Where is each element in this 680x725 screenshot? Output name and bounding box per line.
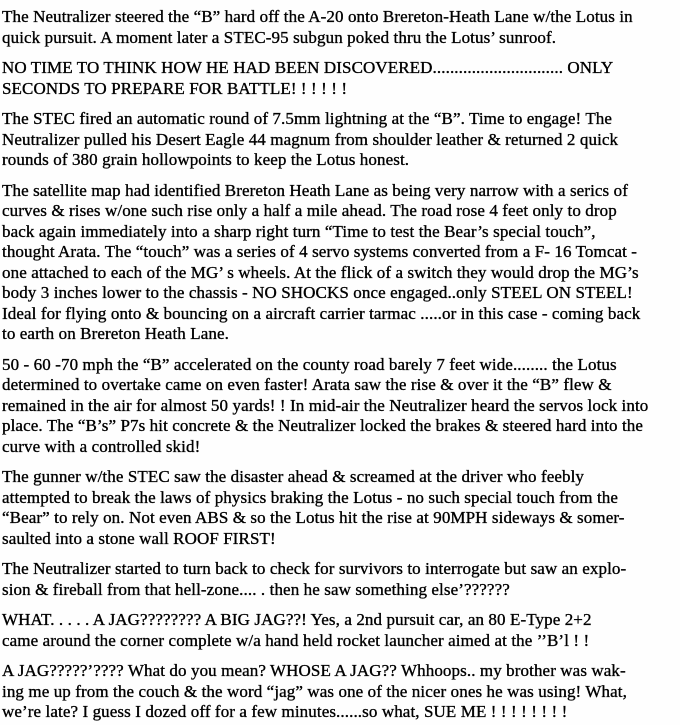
text-line: The satellite map had identified Brereton Heath Lane as being very narrow with a serics of [2,180,628,200]
text-line: thought Arata. The “touch” was a series of 4 servo systems converted from a F- 16 Tomcat - [2,242,638,261]
text-line: determined to overtake came on even faster! Arata saw the rise & over it the “B” flew & [2,375,612,394]
paragraph [2,109,678,171]
text-line: to earth on Brereton Heath Lane. [2,324,229,343]
text-line: sion & fireball from that hell-zone.... . then he saw something else’?????? [2,579,510,599]
paragraph [2,559,678,600]
text-line: curve with a controlled skid! [2,436,201,456]
text-line: body 3 inches lower to the chassis - NO SHOCKS once engaged..only STEEL ON STEEL! [2,283,633,302]
text-line: ing me up from the couch & the word “jag” was one of the nicer ones he was using! What, [2,681,627,701]
paragraph [2,355,678,458]
text-line: place. The “B’s” P7s hit concrete & the Neutralizer locked the brakes & steered hard into the [2,416,644,435]
text-line: WHAT. . . . . A JAG???????? A BIG JAG??! Yes, a 2nd pursuit car, an 80 E-Type 2+2 [2,610,592,629]
text-line: The Neutralizer steered the “B” hard off the A-20 onto Brereton-Heath Lane w/the Lotus in [2,7,633,26]
text-line: “Bear” to rely on. Not even ABS & so the Lotus hit the rise at 90MPH sideways & somer- [2,508,625,527]
text-line: curves & rises w/one such rise only a half a mile ahead. The road rose 4 feet only to drop [2,201,617,220]
paragraph [2,181,678,345]
text-line: attempted to break the laws of physics braking the Lotus - no such special touch from the [2,487,619,507]
text-line: quick pursuit. A moment later a STEC-95 subgun poked thru the Lotus’ sunroof. [2,27,557,47]
text-line: The gunner w/the STEC saw the disaster ahead & screamed at the driver who feebly [2,467,585,486]
paragraph [2,467,678,549]
text-line: saulted into a stone wall ROOF FIRST! [2,528,276,548]
text-line: SECONDS TO PREPARE FOR BATTLE! ! ! ! ! ! [2,78,348,98]
paragraph [2,610,678,651]
paragraph [2,58,678,99]
text-line: Neutralizer pulled his Desert Eagle 44 magnum from shoulder leather & returned 2 quick [2,129,619,149]
paragraph [2,7,678,48]
text-line: remained in the air for almost 50 yards! ! In mid-air the Neutralizer heard the servos lock into [2,395,649,415]
text-line: NO TIME TO THINK HOW HE HAD BEEN DISCOVERED.............................. ONLY [2,58,614,77]
text-line: A JAG?????’???? What do you mean? WHOSE A JAG?? Whhoops.. my brother was wak- [2,661,626,680]
text-line: The STEC fired an automatic round of 7.5mm lightning at the “B”. Time to engage! The [2,109,613,128]
text-line: 50 - 60 -70 mph the “B” accelerated on the county road barely 7 feet wide........ the Lotus [2,354,617,374]
text-line: we’re late? I guess I dozed off for a few minutes......so what, SUE ME ! ! ! ! ! ! ! ! [2,702,568,721]
text-line: The Neutralizer started to turn back to check for survivors to interrogate but saw an explo- [2,559,627,578]
text-line: rounds of 380 grain hollowpoints to keep the Lotus honest. [2,150,410,169]
text-line: came around the corner complete w/a hand held rocket launcher aimed at the ’’B’l ! ! [2,630,590,650]
text-line: back again immediately into a sharp right turn “Time to test the Bear’s special touch”, [2,221,596,241]
text-line: Ideal for flying onto & bouncing on a aircraft carrier tarmac .....or in this case - coming back [2,303,641,323]
text-line: one attached to each of the MG’ s wheels. At the flick of a switch they would drop the MG’s [2,262,639,282]
paragraph [2,661,678,723]
